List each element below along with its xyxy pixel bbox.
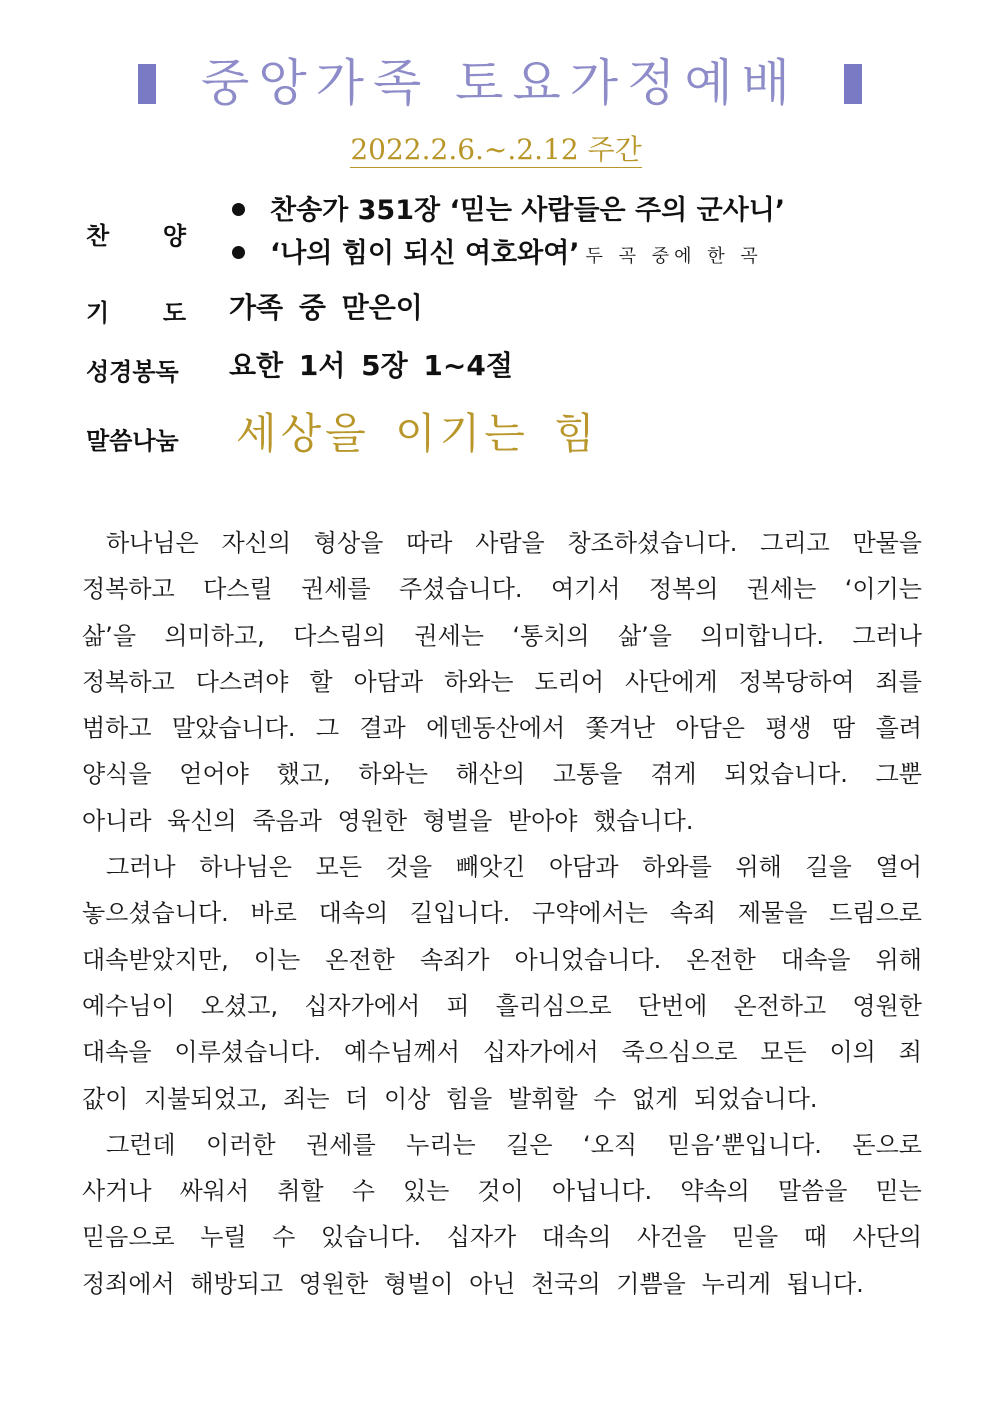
- body-word: 예수님이: [82, 991, 175, 1020]
- body-word: 온전한: [325, 945, 395, 974]
- body-word: 놓으셨습니다.: [82, 899, 229, 928]
- body-word: 사거나: [82, 1177, 152, 1206]
- body-word: 하와를: [642, 853, 712, 882]
- body-word: 믿을: [731, 1223, 779, 1252]
- body-word: 것을: [385, 853, 433, 882]
- body-line-text: 값이 지불되었고, 죄는 더 이상 힘을 발휘할 수 없게 되었습니다.: [82, 1084, 818, 1113]
- hymn-line-2-text: ‘나의 힘이 되신 여호와여’: [270, 238, 580, 269]
- date-text: 2022.2.6.~.2.12 주간: [350, 133, 642, 166]
- body-word: 믿음’뿐입니다.: [667, 1130, 822, 1159]
- hymn-line-1: [232, 191, 785, 231]
- title-bar-right: [844, 64, 862, 104]
- body-word: 십자가: [446, 1223, 517, 1252]
- body-word: 결과: [359, 714, 406, 743]
- bullet-icon: [232, 246, 245, 259]
- body-word: 있는: [402, 1177, 450, 1206]
- body-word: 권세는: [414, 621, 484, 650]
- body-word: 여기서: [550, 575, 621, 604]
- body-line: [82, 1214, 922, 1260]
- body-line: [82, 983, 922, 1029]
- body-word: 말씀을: [777, 1177, 848, 1206]
- body-word: 아닙니다.: [551, 1177, 653, 1206]
- body-line: [82, 751, 922, 797]
- body-word: 그러나: [852, 621, 922, 650]
- body-word: 말았습니다.: [171, 714, 296, 743]
- body-word: 속죄가: [419, 945, 490, 974]
- hymn-note: 두 곡 중에 한 곡: [585, 246, 763, 267]
- body-word: 그리고: [760, 529, 830, 557]
- body-word: 정복하고: [82, 667, 175, 696]
- hymn-label: [86, 216, 186, 251]
- body-word: 때: [803, 1223, 827, 1252]
- body-line: [82, 613, 922, 659]
- body-word: ‘이기는: [844, 575, 922, 604]
- body-word: ‘통치의: [512, 621, 590, 650]
- body-word: 단번에: [637, 991, 708, 1020]
- hymn-line-1-text: 찬송가 351장 ‘믿는 사람들은 주의 군사니’: [270, 195, 786, 226]
- prayer-label-char-2: 도: [162, 299, 186, 327]
- body-word: 의미하고,: [164, 621, 265, 650]
- body-word: 땀: [832, 714, 856, 743]
- body-word: 사단의: [852, 1223, 922, 1252]
- body-word: 창조하셨습니다.: [567, 529, 738, 557]
- body-word: 싸워서: [179, 1177, 250, 1206]
- body-word: 이는: [253, 945, 301, 974]
- body-line-text: 아니라 육신의 죽음과 영원한 형벌을 받아야 했습니다.: [82, 806, 694, 835]
- body-word: 모든: [760, 1038, 807, 1067]
- body-word: 권세를: [301, 575, 371, 604]
- body-word: 십자가에서: [304, 991, 421, 1020]
- body-word: 하나님은: [199, 853, 292, 882]
- body-word: 수: [351, 1177, 375, 1206]
- body-word: 쫓겨난: [585, 714, 656, 743]
- prayer-label: [86, 293, 186, 328]
- body-word: 누릴: [200, 1223, 247, 1252]
- body-word: 자신의: [221, 529, 292, 557]
- body-word: 피: [446, 991, 470, 1020]
- body-word: 다스림의: [293, 621, 386, 650]
- body-word: 형상을: [313, 529, 384, 557]
- body-word: 누리는: [406, 1130, 476, 1159]
- body-word: 온전한: [686, 945, 756, 974]
- body-line-text: 정죄에서 해방되고 영원한 형벌이 아닌 천국의 기쁨을 누리게 됩니다.: [82, 1269, 864, 1298]
- body-word: 하와는: [358, 760, 428, 789]
- body-word: 제물을: [737, 899, 808, 928]
- body-line: [82, 798, 922, 844]
- body-word: 아담은: [675, 714, 745, 743]
- body-word: 정복당하여: [738, 667, 855, 696]
- body-word: 삶’을: [617, 621, 672, 650]
- body-word: 만물을: [852, 529, 922, 557]
- body-word: 취할: [277, 1177, 324, 1206]
- body-word: 길은: [506, 1130, 553, 1159]
- body-line: [82, 1029, 922, 1075]
- hymn-label-char-2: 양: [162, 222, 186, 250]
- body-word: 삶’을: [82, 621, 136, 650]
- body-word: 아담과: [353, 667, 424, 696]
- body-word: 것이: [477, 1177, 524, 1206]
- body-word: 돈으로: [852, 1130, 922, 1159]
- body-line: [82, 1122, 922, 1168]
- hymn-label-char-1: 찬: [86, 222, 110, 250]
- body-word: 사람을: [475, 529, 545, 557]
- body-word: 그: [315, 714, 339, 743]
- body-line: [82, 705, 922, 751]
- body-word: 수: [272, 1223, 296, 1252]
- body-word: 고통을: [552, 760, 623, 789]
- body-line: [82, 659, 922, 705]
- body-word: 이루셨습니다.: [174, 1038, 322, 1067]
- body-word: 믿음으로: [82, 1223, 175, 1252]
- body-word: 아담과: [548, 853, 619, 882]
- body-word: 이의: [829, 1038, 876, 1067]
- body-word: 믿는: [875, 1177, 922, 1206]
- body-word: 할: [309, 667, 333, 696]
- body-word: 죄: [898, 1038, 922, 1067]
- body-word: 있습니다.: [320, 1223, 422, 1252]
- body-word: 에덴동산에서: [426, 714, 566, 743]
- body-word: 다스릴: [203, 575, 273, 604]
- body-word: 권세를: [306, 1130, 376, 1159]
- body-word: 흘리심으로: [495, 991, 612, 1020]
- body-word: 다스려야: [195, 667, 289, 696]
- body-word: 온전하고: [733, 991, 827, 1020]
- body-word: 의미합니다.: [700, 621, 824, 650]
- body-line: [82, 1076, 922, 1122]
- body-line: [82, 1168, 922, 1214]
- body-word: 해산의: [455, 760, 526, 789]
- sermon-title: 세상을 이기는 힘: [236, 409, 599, 458]
- body-word: 그런데: [106, 1130, 176, 1159]
- body-word: 양식을: [82, 760, 152, 789]
- body-word: 길을: [805, 853, 852, 882]
- body-line: [82, 937, 922, 983]
- reading-label: 성경봉독: [86, 358, 179, 386]
- body-word: 범하고: [82, 714, 152, 743]
- bullet-icon: [232, 203, 245, 216]
- body-line: [82, 1261, 922, 1307]
- page-title: 중앙가족 토요가정예배: [201, 54, 799, 112]
- body-word: 겪게: [650, 760, 697, 789]
- body-word: 죄를: [875, 667, 922, 696]
- body-word: 영원한: [852, 991, 922, 1020]
- body-word: 도리어: [534, 667, 605, 696]
- body-word: 십자가에서: [482, 1038, 599, 1067]
- body-word: 얻어야: [179, 760, 249, 789]
- body-word: 하와는: [444, 667, 514, 696]
- body-line: [82, 890, 922, 936]
- body-word: 위해: [735, 853, 782, 882]
- body-word: 바로: [250, 899, 297, 928]
- body-word: 따라: [406, 529, 453, 557]
- hymn-line-2: [232, 234, 763, 277]
- body-word: 속죄: [669, 899, 717, 928]
- body-line: [82, 520, 922, 566]
- body-word: ‘오직: [583, 1130, 638, 1159]
- body-word: 예수님께서: [343, 1038, 460, 1067]
- prayer-value: 가족 중 맏은이: [229, 291, 423, 324]
- body-word: 오셨고,: [200, 991, 279, 1020]
- body-word: 그러나: [106, 853, 176, 882]
- body-word: 모든: [315, 853, 363, 882]
- body-word: 주셨습니다.: [399, 575, 523, 604]
- body-word: 대속을: [780, 945, 851, 974]
- body-line: [82, 844, 922, 890]
- body-word: 위해: [875, 945, 922, 974]
- body-word: 아니었습니다.: [514, 945, 662, 974]
- body-word: 흘려: [875, 714, 922, 743]
- body-word: 구약에서는: [532, 899, 648, 928]
- body-word: 사단에게: [625, 667, 718, 696]
- body-word: 대속받았지만,: [82, 945, 229, 974]
- body-word: 평생: [765, 714, 812, 743]
- sermon-body: [82, 520, 922, 1307]
- body-word: 이러한: [206, 1130, 276, 1159]
- body-word: 하나님은: [106, 529, 199, 557]
- body-word: 약속의: [680, 1177, 750, 1206]
- body-word: 되었습니다.: [724, 760, 848, 789]
- body-word: 열어: [875, 853, 922, 882]
- prayer-label-char-1: 기: [86, 299, 110, 327]
- body-word: 그뿐: [875, 760, 922, 789]
- body-word: 드림으로: [829, 899, 922, 928]
- body-word: 정복의: [648, 575, 719, 604]
- body-word: 했고,: [276, 760, 331, 789]
- body-word: 빼앗긴: [455, 853, 526, 882]
- body-line: [82, 566, 922, 612]
- body-word: 대속의: [318, 899, 389, 928]
- title-row: [0, 48, 992, 118]
- body-word: 대속의: [541, 1223, 612, 1252]
- body-word: 길입니다.: [409, 899, 511, 928]
- reading-value: 요한 1서 5장 1~4절: [229, 349, 513, 382]
- date-range: [0, 130, 992, 170]
- body-word: 사건을: [636, 1223, 707, 1252]
- body-word: 권세는: [746, 575, 817, 604]
- body-word: 대속을: [82, 1038, 152, 1067]
- body-word: 죽으심으로: [621, 1038, 738, 1067]
- body-word: 정복하고: [82, 575, 175, 604]
- title-bar-left: [138, 64, 156, 104]
- sermon-label: 말씀나눔: [86, 427, 179, 455]
